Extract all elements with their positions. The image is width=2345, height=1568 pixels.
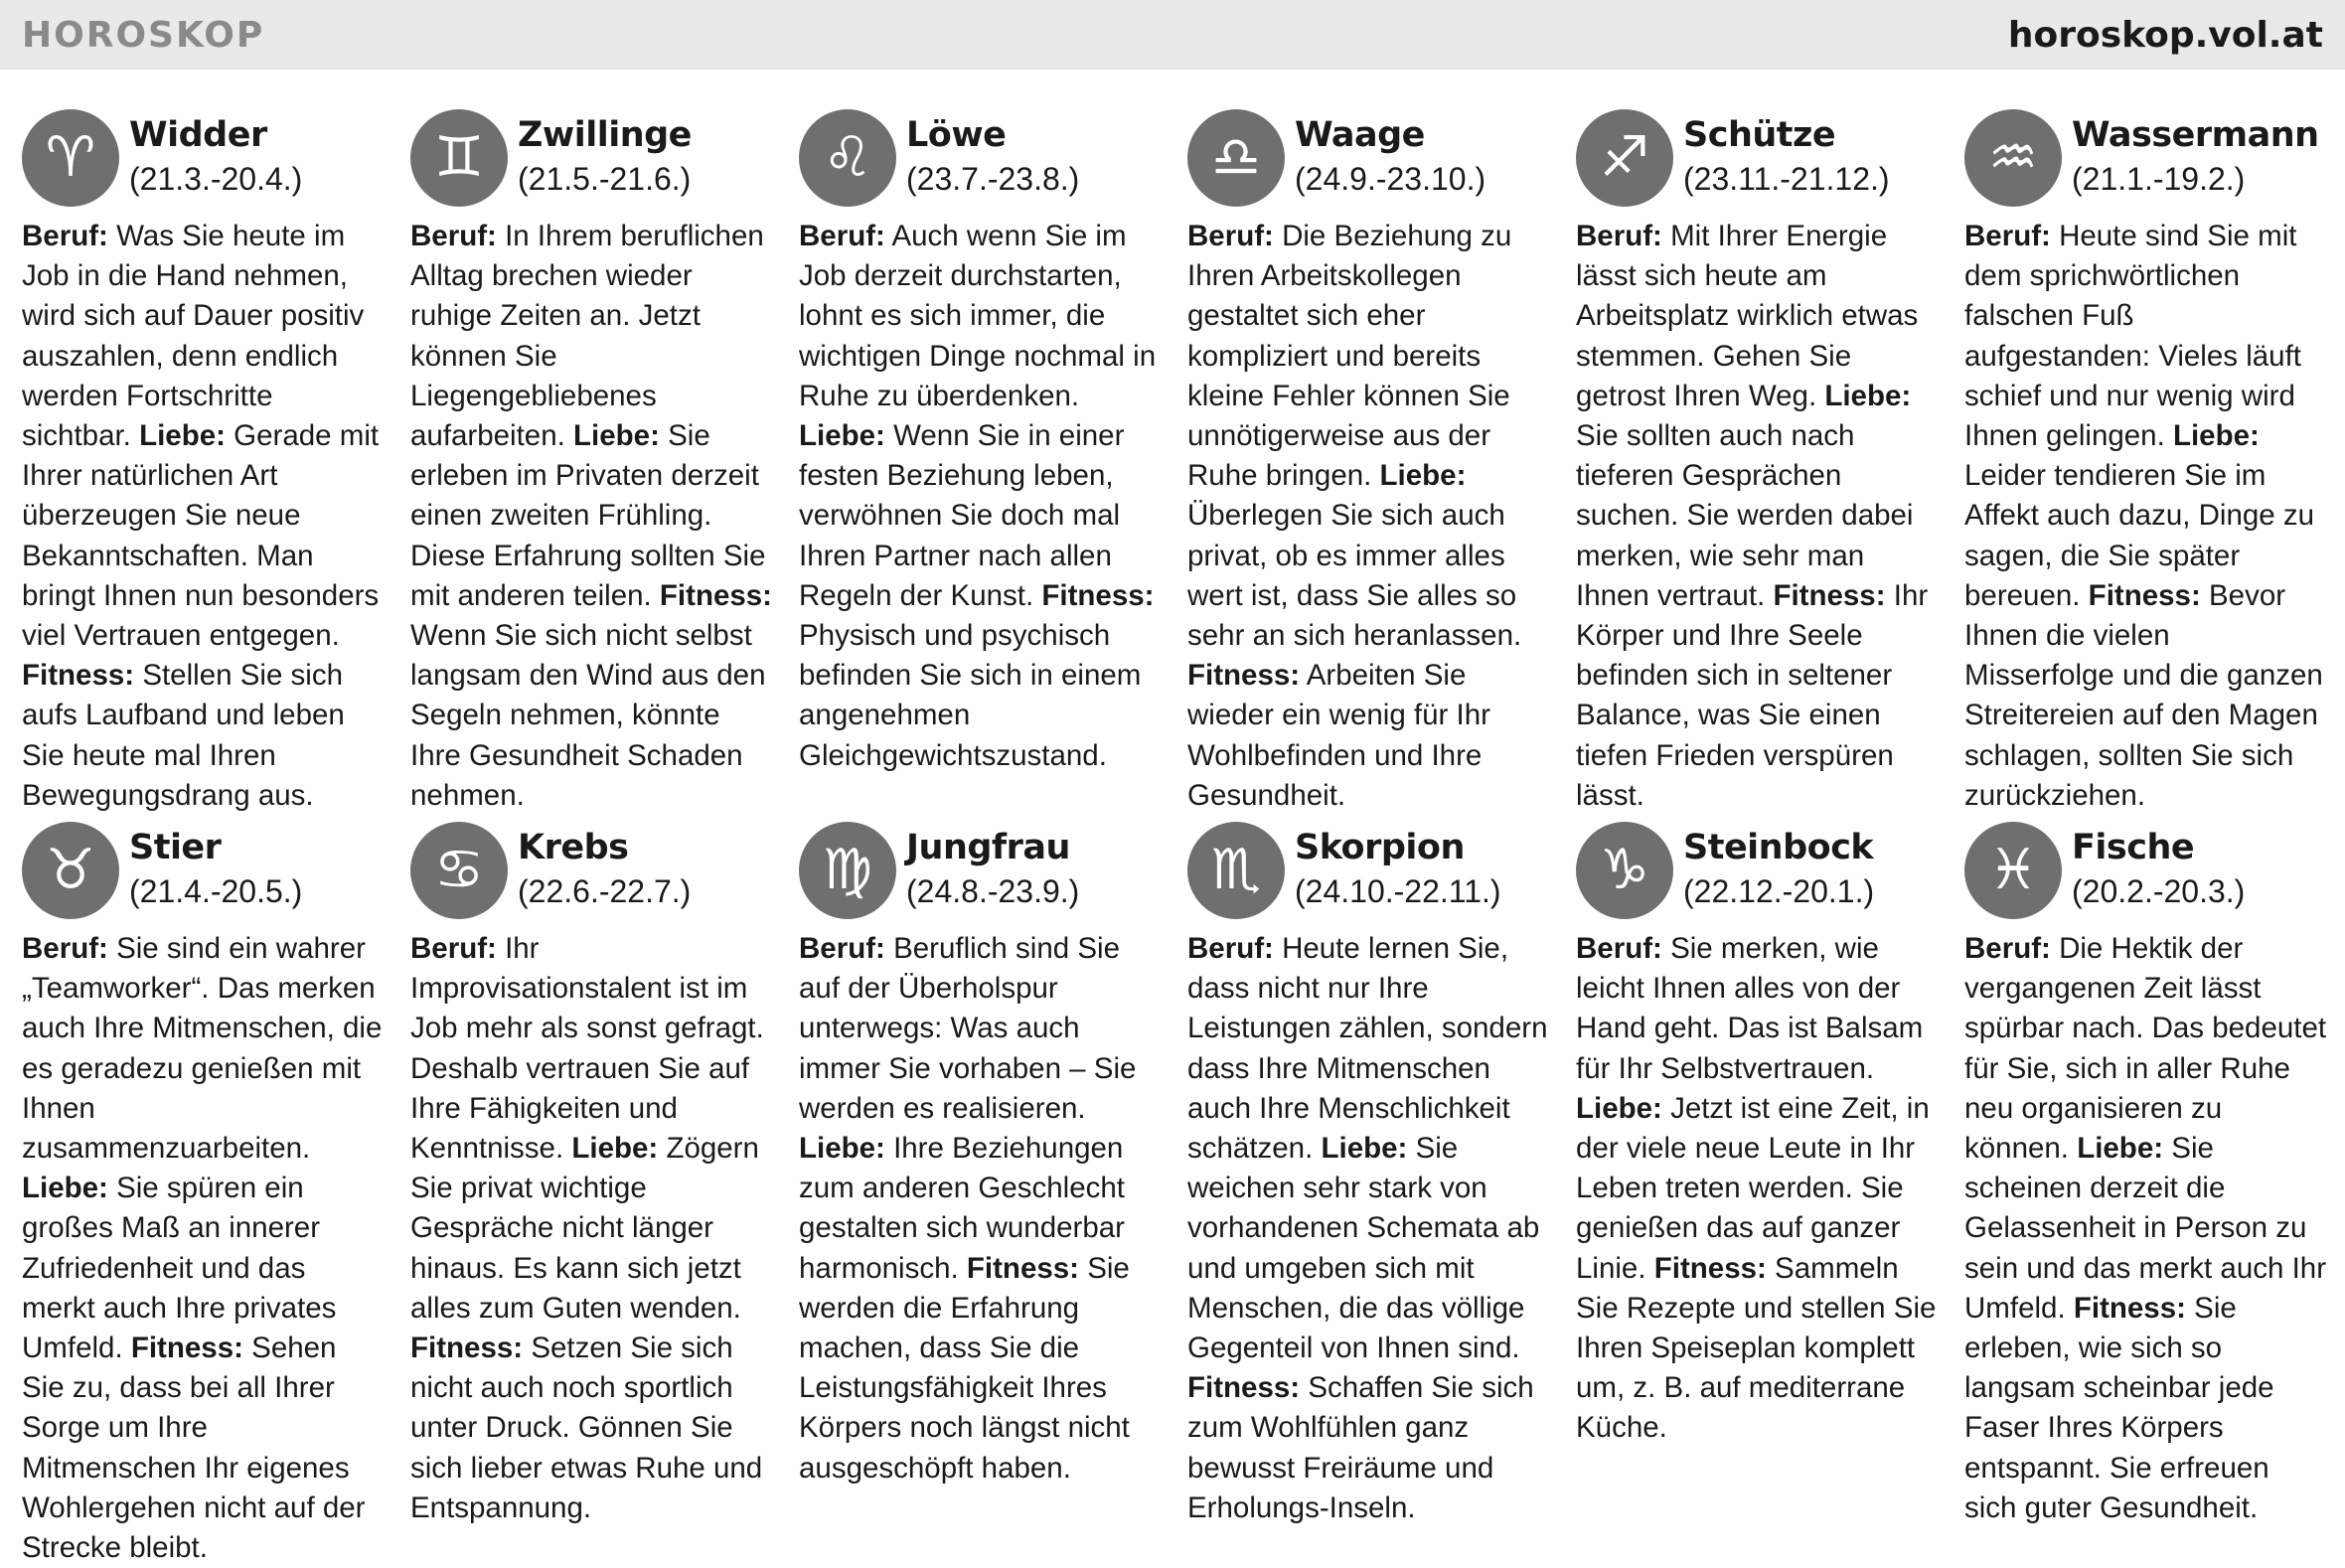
sign-name: Fische xyxy=(2072,828,2195,867)
liebe-text: Leider tendieren Sie im Affekt auch dazu, Dinge zu sagen, die Sie später bereuen. xyxy=(1964,459,2315,612)
liebe-text: Gerade mit Ihrer natürlichen Art überzeugen Sie neue Bekanntschaften. Man bringt Ihnen nun besonders viel Vertrauen entgegen. xyxy=(22,419,380,653)
liebe-text: Sie sollten auch nach tieferen Gesprächen suchen. Sie werden dabei merken, wie sehr man Ihnen vertraut. xyxy=(1576,419,1914,612)
sign-dates: (22.12.-20.1.) xyxy=(1683,873,1875,909)
beruf-text: Die Hektik der vergangenen Zeit lässt spürbar nach. Das bedeutet für Sie, sich in aller Ruhe neu organisieren zu können. xyxy=(1964,932,2327,1166)
fitness-label: Fitness: xyxy=(1773,578,1886,612)
beruf-label: Beruf: xyxy=(799,932,885,965)
liebe-label: Liebe: xyxy=(799,1132,885,1166)
fitness-text: Stellen Sie sich aufs Laufband und leben Sie heute mal Ihren Bewegungsdrang aus. xyxy=(22,659,345,812)
sign-text xyxy=(22,217,385,816)
gemini-twins-icon: ♊ xyxy=(410,109,508,207)
sign-header xyxy=(1187,109,1550,219)
beruf-label: Beruf: xyxy=(1576,932,1662,965)
beruf-label: Beruf: xyxy=(1964,220,2051,252)
sign-name: Stier xyxy=(129,828,222,867)
fitness-label: Fitness: xyxy=(2073,1291,2186,1325)
sign-header xyxy=(410,109,773,219)
sign-dates: (21.3.-20.4.) xyxy=(129,161,303,197)
beruf-label: Beruf: xyxy=(22,220,108,252)
fitness-text: Sammeln Sie Rezepte und stellen Sie Ihren Speiseplan komplett um, z. B. auf mediterrane Küche. xyxy=(1576,1251,1937,1445)
sign-name: Zwillinge xyxy=(518,115,692,155)
liebe-label: Liebe: xyxy=(1379,459,1467,493)
liebe-label: Liebe: xyxy=(1321,1132,1408,1166)
beruf-label: Beruf: xyxy=(1576,220,1662,252)
beruf-text: Ihr Improvisationstalent ist im Job mehr als sonst gefragt. Deshalb vertrauen Sie auf Ihre Fähigkeiten und Kenntnisse. xyxy=(410,932,764,1166)
sign-text xyxy=(1576,217,1939,816)
sign-header xyxy=(1576,109,1939,219)
fitness-label: Fitness: xyxy=(1653,1251,1767,1285)
liebe-text: Überlegen Sie sich auch privat, ob es immer alles wert ist, dass Sie alles so sehr an sich heranlassen. xyxy=(1187,499,1522,653)
fitness-text: Sie erleben, wie sich so langsam scheinbar jede Faser Ihres Körpers entspannt. Sie erfreuen sich guter Gesundheit. xyxy=(1964,1291,2274,1524)
liebe-text: Sie weichen sehr stark von vorhandenen Schemata ab und umgeben sich mit Menschen, die das völlige Gegenteil von Ihnen sind. xyxy=(1187,1132,1540,1365)
fitness-text: Ihr Körper und Ihre Seele befinden sich in seltener Balance, was Sie einen tiefen Frieden verspüren lässt. xyxy=(1576,578,1929,812)
beruf-label: Beruf: xyxy=(410,220,497,252)
sign-name: Löwe xyxy=(906,115,1007,155)
liebe-label: Liebe: xyxy=(2077,1132,2164,1166)
liebe-text: Jetzt ist eine Zeit, in der viele neue Leute in Ihr Leben treten werden. Sie genießen das auf ganzer Linie. xyxy=(1576,1091,1930,1285)
sign-text xyxy=(410,217,773,816)
sign-header xyxy=(1187,822,1550,931)
fitness-label: Fitness: xyxy=(966,1251,1079,1285)
liebe-label: Liebe: xyxy=(139,419,226,453)
sign-header xyxy=(1964,822,2327,931)
sign-text xyxy=(1964,929,2327,1528)
leo-lion-icon: ♌ xyxy=(799,109,896,207)
fitness-label: Fitness: xyxy=(22,659,135,693)
sign-header xyxy=(22,109,385,219)
liebe-text: Zögern Sie privat wichtige Gespräche nicht länger hinaus. Es kann sich jetzt alles zum Guten wenden. xyxy=(410,1132,759,1325)
sign-dates: (21.5.-21.6.) xyxy=(518,161,692,197)
fitness-label: Fitness: xyxy=(659,578,773,612)
fitness-text: Wenn Sie sich nicht selbst langsam den Wind aus den Segeln nehmen, könnte Ihre Gesundheit Schaden nehmen. xyxy=(410,619,766,812)
sign-text xyxy=(799,217,1162,776)
sign-text xyxy=(22,929,385,1568)
sagittarius-archer-icon: ♐ xyxy=(1576,109,1673,207)
beruf-label: Beruf: xyxy=(1187,932,1274,965)
sign-header xyxy=(410,822,773,931)
section-title: HOROSKOP xyxy=(22,14,265,56)
sign-header xyxy=(22,822,385,931)
fitness-text: Setzen Sie sich nicht auch noch sportlich unter Druck. Gönnen Sie sich lieber etwas Ruhe und Entspannung. xyxy=(410,1332,763,1524)
sign-header xyxy=(1964,109,2327,219)
sign-header xyxy=(799,109,1162,219)
sign-name: Jungfrau xyxy=(906,828,1070,867)
scorpio-scorpion-icon: ♏ xyxy=(1187,822,1285,919)
beruf-text: Sie merken, wie leicht Ihnen alles von der Hand geht. Das ist Balsam für Ihr Selbstvertrauen. xyxy=(1576,932,1924,1085)
liebe-text: Sie erleben im Privaten derzeit einen zweiten Frühling. Diese Erfahrung sollten Sie mit anderen teilen. xyxy=(410,419,766,612)
site-link[interactable]: horoskop.vol.at xyxy=(2007,14,2323,56)
fitness-text: Bevor Ihnen die vielen Misserfolge und die ganzen Streitereien auf den Magen schlagen, sollten Sie sich zurückziehen. xyxy=(1964,578,2323,812)
sign-name: Wassermann xyxy=(2072,115,2319,155)
fitness-text: Schaffen Sie sich zum Wohlfühlen ganz bewusst Freiräume und Erholungs-Inseln. xyxy=(1187,1371,1534,1524)
liebe-label: Liebe: xyxy=(2172,419,2260,453)
fitness-label: Fitness: xyxy=(2088,578,2201,612)
sign-dates: (24.10.-22.11.) xyxy=(1295,873,1501,909)
fitness-label: Fitness: xyxy=(1187,1371,1301,1405)
sign-name: Widder xyxy=(129,115,267,155)
fitness-label: Fitness: xyxy=(1041,578,1155,612)
sign-text xyxy=(1187,929,1550,1528)
beruf-label: Beruf: xyxy=(799,220,885,252)
sign-dates: (21.4.-20.5.) xyxy=(129,873,303,909)
liebe-label: Liebe: xyxy=(1824,379,1912,412)
sign-name: Waage xyxy=(1295,115,1425,155)
taurus-bull-icon: ♉ xyxy=(22,822,119,919)
sign-header xyxy=(1576,822,1939,931)
beruf-text: Heute sind Sie mit dem sprichwörtlichen falschen Fuß aufgestanden: Vieles läuft schief und nur wenig wird Ihnen gelingen. xyxy=(1964,220,2301,453)
sign-text xyxy=(1187,217,1550,816)
fitness-label: Fitness: xyxy=(1187,659,1301,693)
sign-text xyxy=(799,929,1162,1489)
fitness-text: Arbeiten Sie wieder ein wenig für Ihr Wohlbefinden und Ihre Gesundheit. xyxy=(1187,659,1490,812)
sign-dates: (23.7.-23.8.) xyxy=(906,161,1080,197)
pisces-fish-icon: ♓ xyxy=(1964,822,2062,919)
beruf-text: Was Sie heute im Job in die Hand nehmen, wird sich auf Dauer positiv auszahlen, denn endlich werden Fortschritte sichtbar. xyxy=(22,220,365,453)
sign-name: Steinbock xyxy=(1683,828,1874,867)
sign-name: Krebs xyxy=(518,828,629,867)
aries-ram-icon: ♈ xyxy=(22,109,119,207)
sign-dates: (21.1.-19.2.) xyxy=(2072,161,2246,197)
sign-text xyxy=(1964,217,2327,816)
liebe-text: Sie spüren ein großes Maß an innerer Zufriedenheit und das merkt auch Ihre privates Umfeld. xyxy=(22,1172,337,1365)
sign-text xyxy=(1576,929,1939,1449)
beruf-text: Mit Ihrer Energie lässt sich heute am Arbeitsplatz wirklich etwas stemmen. Gehen Sie getrost Ihren Weg. xyxy=(1576,220,1919,412)
liebe-label: Liebe: xyxy=(22,1172,108,1205)
beruf-label: Beruf: xyxy=(1964,932,2051,965)
beruf-label: Beruf: xyxy=(1187,220,1274,252)
beruf-text: Sie sind ein wahrer „Teamworker“. Das merken auch Ihre Mitmenschen, die es geradezu genießen mit Ihnen zusammenzuarbeiten. xyxy=(22,932,383,1166)
beruf-label: Beruf: xyxy=(410,932,497,965)
beruf-label: Beruf: xyxy=(22,932,108,965)
liebe-label: Liebe: xyxy=(573,419,660,453)
fitness-text: Physisch und psychisch befinden Sie sich in einem angenehmen Gleichgewichtszustand. xyxy=(799,619,1142,772)
virgo-maiden-icon: ♍ xyxy=(799,822,896,919)
sign-dates: (23.11.-21.12.) xyxy=(1683,161,1890,197)
beruf-text: Die Beziehung zu Ihren Arbeitskollegen gestaltet sich eher kompliziert und bereits kleine Fehler können Sie unnötigerweise aus der Ruhe bringen. xyxy=(1187,220,1512,493)
fitness-text: Sie werden die Erfahrung machen, dass Sie die Leistungsfähigkeit Ihres Körpers noch längst nicht ausgeschöpft haben. xyxy=(799,1251,1130,1485)
fitness-text: Sehen Sie zu, dass bei all Ihrer Sorge um Ihre Mitmenschen Ihr eigenes Wohlergehen nicht auf der Strecke bleibt. xyxy=(22,1332,366,1565)
beruf-text: Auch wenn Sie im Job derzeit durchstarten, lohnt es sich immer, die wichtigen Dinge nochmal in Ruhe zu überdenken. xyxy=(799,220,1157,412)
sign-name: Schütze xyxy=(1683,115,1836,155)
fitness-label: Fitness: xyxy=(410,1332,524,1365)
aquarius-water-bearer-icon: ♒ xyxy=(1964,109,2062,207)
sign-dates: (20.2.-20.3.) xyxy=(2072,873,2246,909)
beruf-text: Heute lernen Sie, dass nicht nur Ihre Leistungen zählen, sondern dass Ihre Mitmenschen auch Ihre Menschlichkeit schätzen. xyxy=(1187,932,1548,1166)
sign-text xyxy=(410,929,773,1528)
beruf-text: In Ihrem beruflichen Alltag brechen wieder ruhige Zeiten an. Jetzt können Sie Liegengebliebenes aufarbeiten. xyxy=(410,220,764,453)
liebe-text: Sie scheinen derzeit die Gelassenheit in Person zu sein und das merkt auch Ihr Umfeld. xyxy=(1964,1132,2327,1325)
horoscope-grid xyxy=(0,70,2345,1565)
sign-name: Skorpion xyxy=(1295,828,1465,867)
libra-scales-icon: ♎ xyxy=(1187,109,1285,207)
sign-dates: (22.6.-22.7.) xyxy=(518,873,692,909)
liebe-text: Ihre Beziehungen zum anderen Geschlecht gestalten sich wunderbar harmonisch. xyxy=(799,1132,1125,1285)
sign-header xyxy=(799,822,1162,931)
liebe-label: Liebe: xyxy=(571,1132,659,1166)
beruf-text: Beruflich sind Sie auf der Überholspur unterwegs: Was auch immer Sie vorhaben – Sie werden es realisieren. xyxy=(799,932,1137,1125)
capricorn-goat-icon: ♑ xyxy=(1576,822,1673,919)
fitness-label: Fitness: xyxy=(130,1332,243,1365)
liebe-text: Wenn Sie in einer festen Beziehung leben, verwöhnen Sie doch mal Ihren Partner nach allen Regeln der Kunst. xyxy=(799,419,1125,612)
page-header xyxy=(0,0,2345,70)
sign-dates: (24.9.-23.10.) xyxy=(1295,161,1486,197)
liebe-label: Liebe: xyxy=(799,419,885,453)
cancer-crab-icon: ♋ xyxy=(410,822,508,919)
sign-dates: (24.8.-23.9.) xyxy=(906,873,1080,909)
liebe-label: Liebe: xyxy=(1576,1091,1662,1125)
